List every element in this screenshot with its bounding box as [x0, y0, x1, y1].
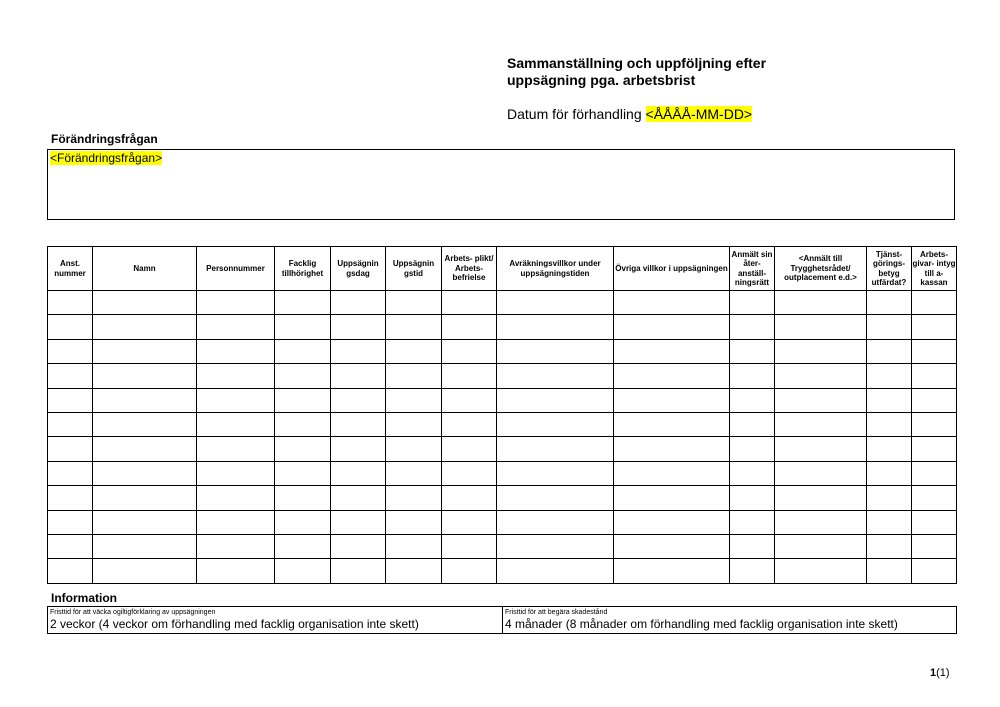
table-cell[interactable]: [497, 534, 614, 558]
col-header-employer-certificate: Arbets- givar- intyg till a-kassan: [912, 247, 957, 291]
table-cell[interactable]: [331, 339, 386, 363]
table-cell[interactable]: [730, 437, 775, 461]
col-header-security-council: <Anmält till Trygghetsrådet/ outplacement e.d.>: [775, 247, 867, 291]
table-cell[interactable]: [386, 291, 442, 315]
information-row: [48, 607, 957, 634]
table-cell[interactable]: [912, 437, 957, 461]
table-cell[interactable]: [275, 461, 331, 485]
information-table: [47, 606, 957, 634]
table-cell[interactable]: [275, 315, 331, 339]
table-cell[interactable]: [867, 388, 912, 412]
table-cell[interactable]: [912, 510, 957, 534]
table-cell[interactable]: [497, 486, 614, 510]
table-cell[interactable]: [912, 315, 957, 339]
table-cell[interactable]: [497, 339, 614, 363]
table-cell[interactable]: [197, 486, 275, 510]
table-cell[interactable]: [48, 412, 93, 436]
page-current: 1: [930, 667, 937, 679]
table-cell[interactable]: [275, 534, 331, 558]
information-label: Information: [51, 591, 117, 605]
table-cell[interactable]: [912, 412, 957, 436]
table-cell[interactable]: [275, 364, 331, 388]
title-line-2: uppsägning pga. arbetsbrist: [507, 72, 696, 88]
table-row: [48, 364, 957, 388]
table-cell[interactable]: [730, 315, 775, 339]
table-cell[interactable]: [275, 510, 331, 534]
table-cell[interactable]: [331, 486, 386, 510]
table-cell[interactable]: [912, 559, 957, 583]
table-cell[interactable]: [197, 437, 275, 461]
table-cell[interactable]: [442, 461, 497, 485]
col-header-reemployment-right: Anmält sin åter- anställ- ningsrätt: [730, 247, 775, 291]
table-cell[interactable]: [867, 412, 912, 436]
table-cell[interactable]: [197, 534, 275, 558]
invalidity-deadline-value: 2 veckor (4 veckor om förhandling med facklig organisation inte skett): [50, 617, 419, 631]
table-cell[interactable]: [48, 510, 93, 534]
negotiation-date: [507, 105, 752, 123]
table-cell[interactable]: [386, 510, 442, 534]
table-cell[interactable]: [730, 461, 775, 485]
table-cell[interactable]: [386, 364, 442, 388]
date-placeholder-field[interactable]: <ÅÅÅÅ-MM-DD>: [645, 106, 753, 122]
table-cell[interactable]: [48, 388, 93, 412]
table-cell[interactable]: [775, 559, 867, 583]
table-cell[interactable]: [867, 437, 912, 461]
damages-deadline-caption: Fristtid för att begära skadestånd: [505, 609, 608, 616]
table-cell[interactable]: [614, 461, 730, 485]
table-cell[interactable]: [48, 437, 93, 461]
table-cell[interactable]: [912, 486, 957, 510]
table-cell[interactable]: [197, 291, 275, 315]
table-cell[interactable]: [93, 291, 197, 315]
table-row: [48, 559, 957, 583]
table-cell[interactable]: [442, 534, 497, 558]
table-cell[interactable]: [497, 364, 614, 388]
table-cell[interactable]: [442, 364, 497, 388]
table-cell[interactable]: [93, 461, 197, 485]
table-cell[interactable]: [775, 461, 867, 485]
table-cell[interactable]: [614, 315, 730, 339]
table-cell[interactable]: [614, 437, 730, 461]
table-cell[interactable]: [912, 339, 957, 363]
table-body: [48, 291, 957, 584]
table-cell[interactable]: [442, 339, 497, 363]
table-cell[interactable]: [775, 412, 867, 436]
table-cell[interactable]: [730, 291, 775, 315]
table-cell[interactable]: [614, 534, 730, 558]
table-row: [48, 461, 957, 485]
col-header-settlement-terms: Avräkningsvillkor under uppsägningstiden: [497, 247, 614, 291]
table-cell[interactable]: [497, 559, 614, 583]
table-cell[interactable]: [386, 437, 442, 461]
table-cell[interactable]: [775, 437, 867, 461]
table-cell[interactable]: [48, 339, 93, 363]
table-cell[interactable]: [775, 364, 867, 388]
table-cell[interactable]: [867, 510, 912, 534]
table-cell[interactable]: [197, 388, 275, 412]
table-cell[interactable]: [442, 315, 497, 339]
table-cell[interactable]: [867, 291, 912, 315]
table-cell[interactable]: [275, 559, 331, 583]
table-cell[interactable]: [442, 412, 497, 436]
invalidity-deadline-caption: Fristtid för att väcka ogiltigförklaring av uppsägningen: [50, 609, 216, 616]
table-cell[interactable]: [93, 364, 197, 388]
change-question-placeholder[interactable]: <Förändringsfrågan>: [50, 151, 163, 165]
table-cell[interactable]: [497, 412, 614, 436]
table-header-row: [48, 247, 957, 291]
table-cell[interactable]: [331, 437, 386, 461]
table-cell[interactable]: [331, 461, 386, 485]
table-row: [48, 315, 957, 339]
page-number: [930, 667, 950, 679]
change-question-box[interactable]: [47, 149, 955, 220]
col-header-notice-date: Uppsägnin gsdag: [331, 247, 386, 291]
table-cell[interactable]: [275, 437, 331, 461]
table-cell[interactable]: [497, 461, 614, 485]
table-cell[interactable]: [48, 364, 93, 388]
table-cell[interactable]: [730, 388, 775, 412]
table-cell[interactable]: [867, 339, 912, 363]
table-cell[interactable]: [331, 534, 386, 558]
col-header-work-duty: Arbets- plikt/ Arbets- befrielse: [442, 247, 497, 291]
table-cell[interactable]: [867, 486, 912, 510]
table-cell[interactable]: [614, 510, 730, 534]
table-cell[interactable]: [442, 510, 497, 534]
table-cell[interactable]: [442, 486, 497, 510]
table-cell[interactable]: [775, 510, 867, 534]
table-cell[interactable]: [93, 388, 197, 412]
table-cell[interactable]: [275, 388, 331, 412]
table-cell[interactable]: [93, 315, 197, 339]
information-cell-damages: [503, 607, 957, 634]
table-cell[interactable]: [614, 412, 730, 436]
table-cell[interactable]: [386, 388, 442, 412]
table-cell[interactable]: [867, 559, 912, 583]
table-cell[interactable]: [386, 461, 442, 485]
table-cell[interactable]: [867, 534, 912, 558]
table-cell[interactable]: [730, 364, 775, 388]
table-row: [48, 534, 957, 558]
table-cell[interactable]: [386, 559, 442, 583]
change-question-label: Förändringsfrågan: [51, 132, 158, 146]
table-cell[interactable]: [442, 437, 497, 461]
table-cell[interactable]: [197, 559, 275, 583]
table-cell[interactable]: [867, 364, 912, 388]
col-header-service-certificate: Tjänst- görings- betyg utfärdat?: [867, 247, 912, 291]
table-cell[interactable]: [614, 486, 730, 510]
table-row: [48, 291, 957, 315]
col-header-personal-number: Personnummer: [197, 247, 275, 291]
table-row: [48, 486, 957, 510]
table-cell[interactable]: [912, 461, 957, 485]
table-cell[interactable]: [730, 534, 775, 558]
table-cell[interactable]: [197, 339, 275, 363]
table-cell[interactable]: [912, 291, 957, 315]
col-header-name: Namn: [93, 247, 197, 291]
table-cell[interactable]: [48, 486, 93, 510]
date-label: Datum för förhandling: [507, 106, 642, 122]
table-cell[interactable]: [386, 412, 442, 436]
table-cell[interactable]: [775, 291, 867, 315]
table-cell[interactable]: [331, 559, 386, 583]
table-cell[interactable]: [775, 486, 867, 510]
table-cell[interactable]: [48, 559, 93, 583]
table-cell[interactable]: [197, 364, 275, 388]
document-title: [507, 55, 887, 89]
table-cell[interactable]: [497, 291, 614, 315]
table-cell[interactable]: [48, 291, 93, 315]
table-cell[interactable]: [442, 559, 497, 583]
table-cell[interactable]: [93, 534, 197, 558]
table-cell[interactable]: [775, 534, 867, 558]
table-cell[interactable]: [614, 291, 730, 315]
table-row: [48, 339, 957, 363]
table-row: [48, 510, 957, 534]
table-cell[interactable]: [197, 412, 275, 436]
table-cell[interactable]: [331, 412, 386, 436]
table-cell[interactable]: [442, 388, 497, 412]
table-cell[interactable]: [775, 315, 867, 339]
employee-table: [47, 246, 957, 584]
col-header-other-terms: Övriga villkor i uppsägningen: [614, 247, 730, 291]
table-cell[interactable]: [197, 461, 275, 485]
table-cell[interactable]: [386, 534, 442, 558]
table-cell[interactable]: [775, 388, 867, 412]
table-cell[interactable]: [912, 364, 957, 388]
table-cell[interactable]: [867, 461, 912, 485]
table-cell[interactable]: [331, 364, 386, 388]
table-cell[interactable]: [93, 486, 197, 510]
table-cell[interactable]: [442, 291, 497, 315]
table-cell[interactable]: [614, 388, 730, 412]
table-cell[interactable]: [912, 388, 957, 412]
table-cell[interactable]: [275, 486, 331, 510]
table-cell[interactable]: [331, 510, 386, 534]
table-cell[interactable]: [497, 388, 614, 412]
table-cell[interactable]: [912, 534, 957, 558]
table-cell[interactable]: [730, 510, 775, 534]
col-header-union: Facklig tillhörighet: [275, 247, 331, 291]
table-cell[interactable]: [386, 486, 442, 510]
table-cell[interactable]: [497, 437, 614, 461]
table-cell[interactable]: [275, 339, 331, 363]
table-row: [48, 412, 957, 436]
table-cell[interactable]: [93, 339, 197, 363]
table-cell[interactable]: [275, 291, 331, 315]
col-header-employee-number: Anst. nummer: [48, 247, 93, 291]
col-header-notice-period: Uppsägnin gstid: [386, 247, 442, 291]
table-cell[interactable]: [48, 461, 93, 485]
table-cell[interactable]: [386, 315, 442, 339]
table-cell[interactable]: [730, 486, 775, 510]
table-cell[interactable]: [614, 364, 730, 388]
table-cell[interactable]: [614, 339, 730, 363]
table-cell[interactable]: [775, 339, 867, 363]
table-cell[interactable]: [730, 559, 775, 583]
table-cell[interactable]: [197, 315, 275, 339]
table-cell[interactable]: [386, 339, 442, 363]
table-cell[interactable]: [497, 315, 614, 339]
table-row: [48, 388, 957, 412]
table-cell[interactable]: [93, 559, 197, 583]
table-cell[interactable]: [730, 339, 775, 363]
damages-deadline-value: 4 månader (8 månader om förhandling med facklig organisation inte skett): [505, 617, 898, 631]
page-total: (1): [936, 667, 950, 679]
table-cell[interactable]: [331, 291, 386, 315]
table-cell[interactable]: [93, 437, 197, 461]
table-cell[interactable]: [197, 510, 275, 534]
table-cell[interactable]: [497, 510, 614, 534]
table-cell[interactable]: [331, 315, 386, 339]
table-cell[interactable]: [93, 412, 197, 436]
table-cell[interactable]: [93, 510, 197, 534]
table-cell[interactable]: [614, 559, 730, 583]
table-cell[interactable]: [331, 388, 386, 412]
information-cell-invalidity: [48, 607, 503, 634]
table-cell[interactable]: [275, 412, 331, 436]
table-cell[interactable]: [48, 534, 93, 558]
title-line-1: Sammanställning och uppföljning efter: [507, 55, 767, 71]
table-cell[interactable]: [867, 315, 912, 339]
table-cell[interactable]: [730, 412, 775, 436]
table-cell[interactable]: [48, 315, 93, 339]
table-row: [48, 437, 957, 461]
